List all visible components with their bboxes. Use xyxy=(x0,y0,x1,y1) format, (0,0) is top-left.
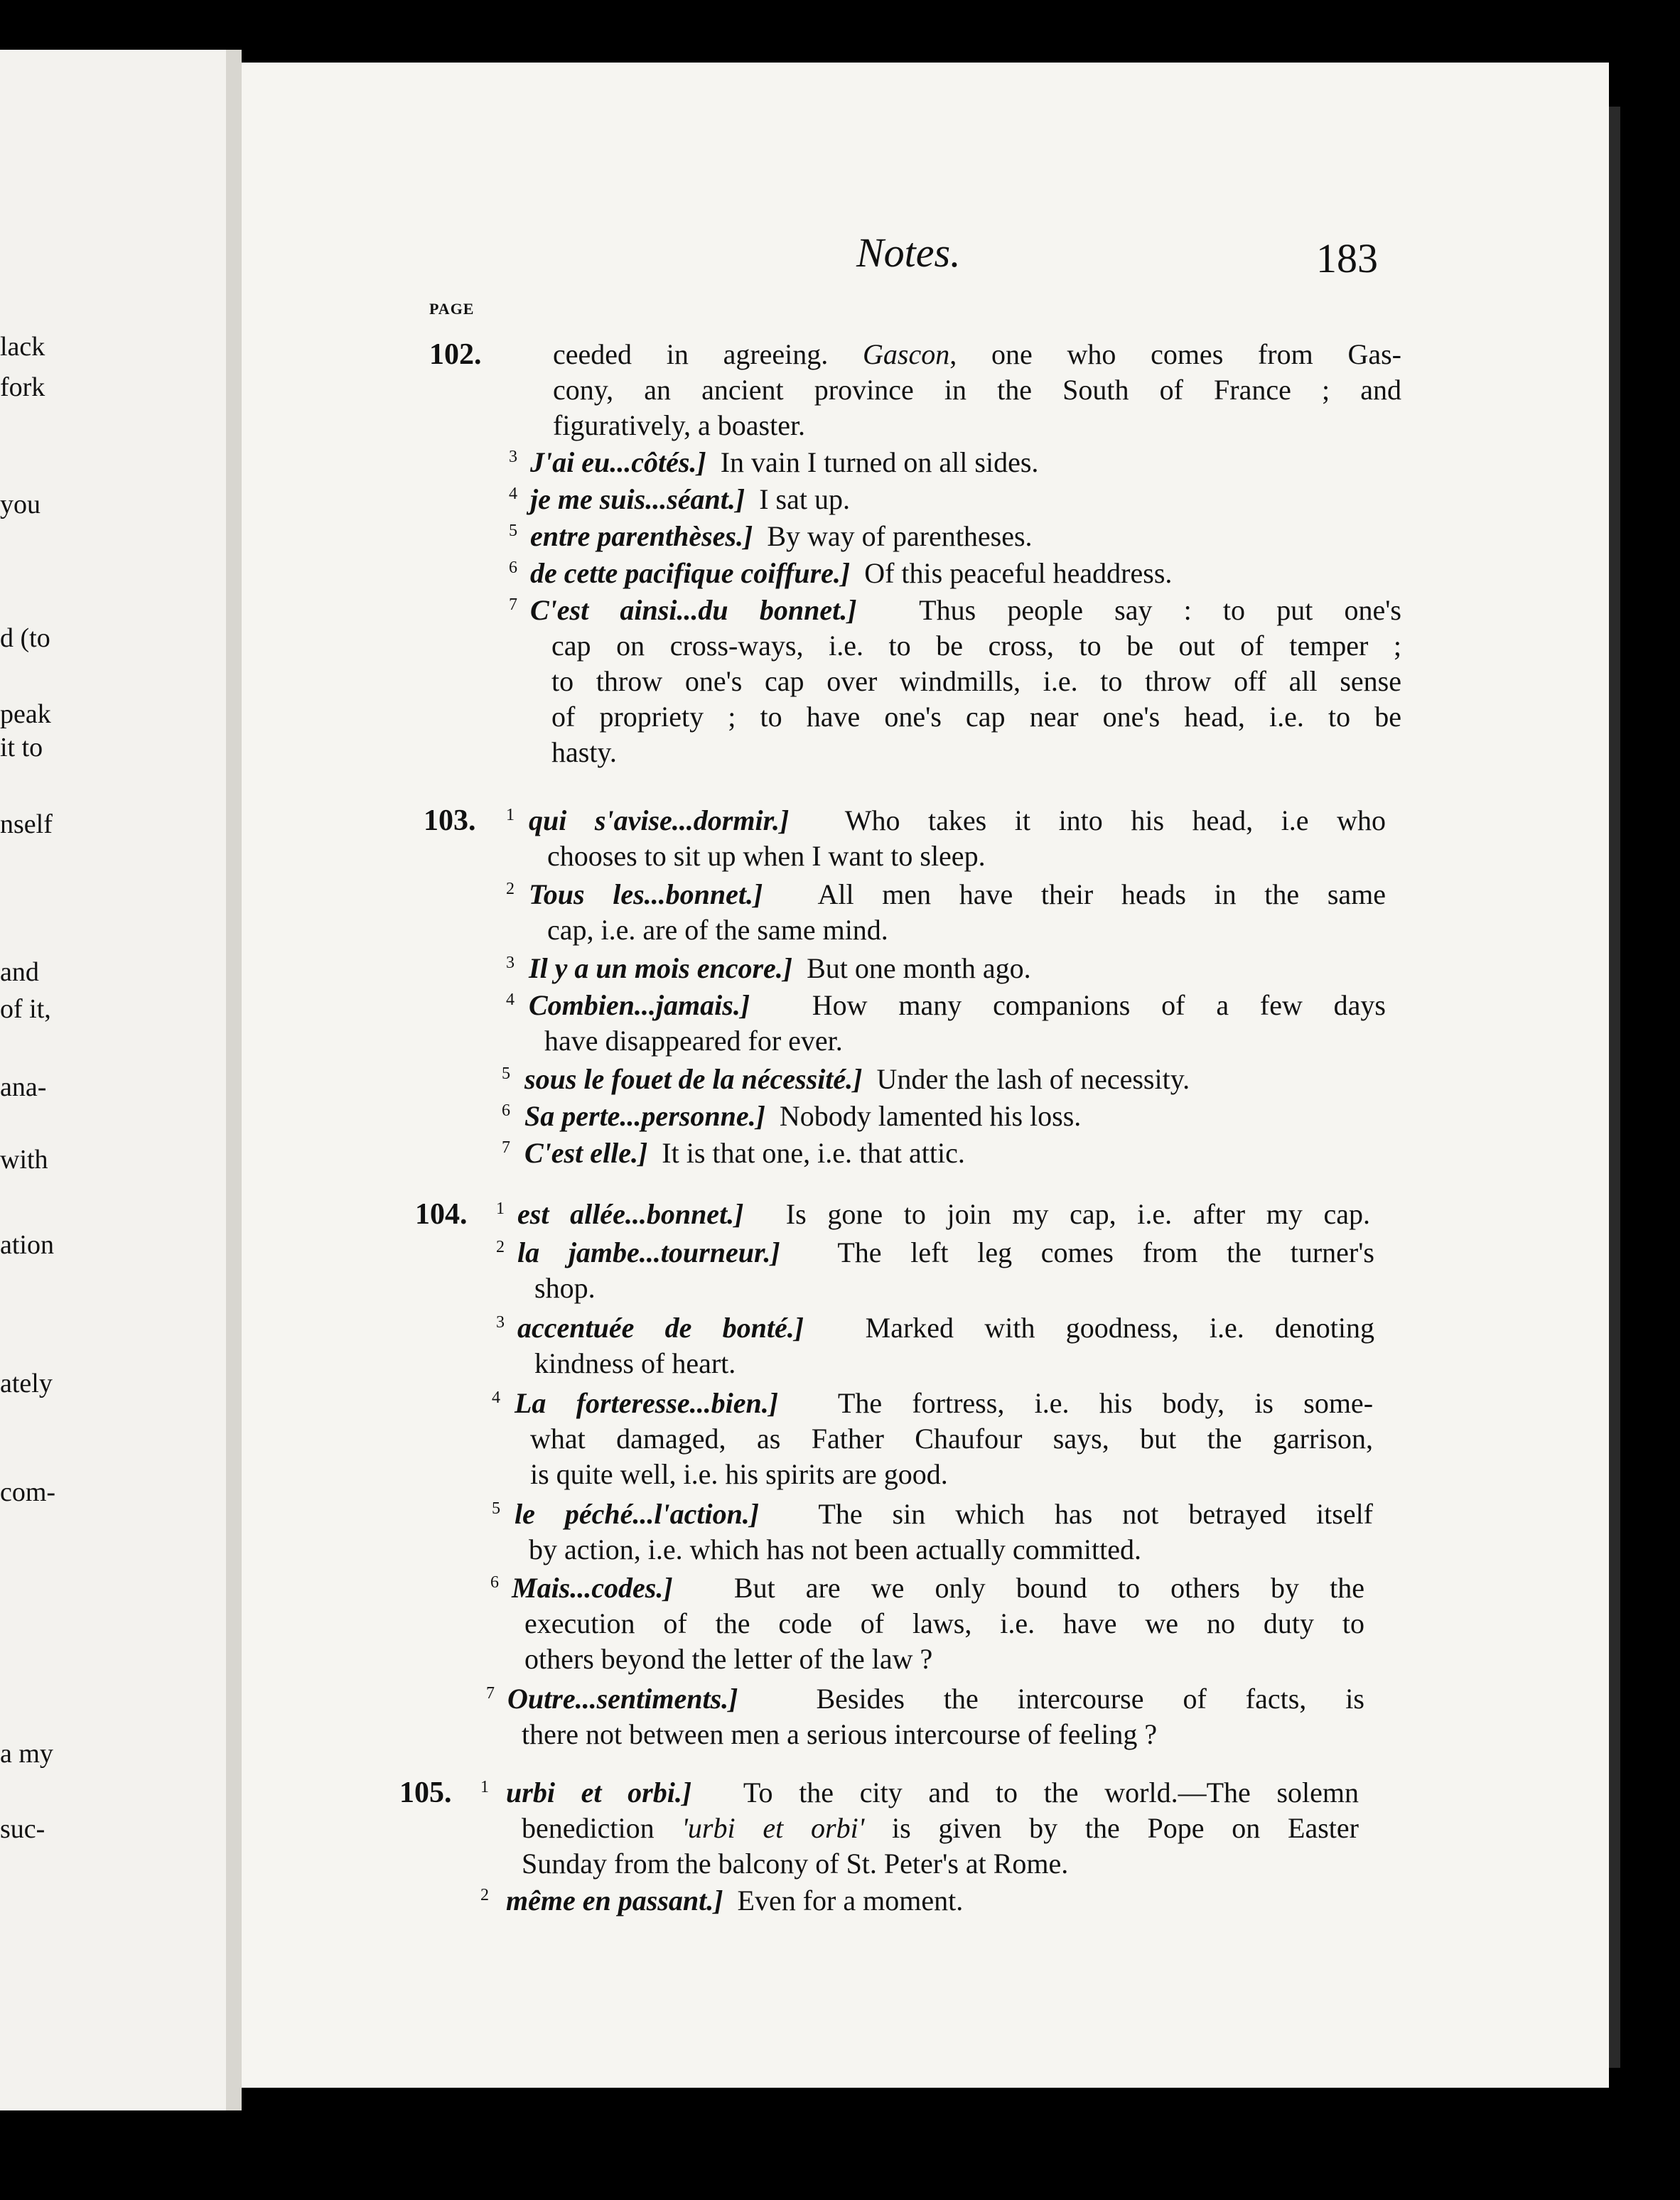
note-line: there not between men a serious intercourse of feeling ? xyxy=(522,1718,1158,1750)
facing-page-fragment: it to xyxy=(0,733,43,762)
note-line: le péché...l'action.] The sin which has not betrayed itself xyxy=(515,1498,1374,1530)
lemma: urbi et orbi.] xyxy=(506,1776,692,1808)
facing-page-fragment: com- xyxy=(0,1477,56,1507)
note-number: 5 xyxy=(502,1064,510,1083)
facing-page-fragment: a my xyxy=(0,1739,53,1769)
note-line: have disappeared for ever. xyxy=(544,1025,843,1057)
facing-page-fragment: suc- xyxy=(0,1814,45,1844)
note-number: 2 xyxy=(506,880,515,898)
facing-page-fragment: fork xyxy=(0,372,45,402)
lemma: Combien...jamais.] xyxy=(529,989,750,1021)
note-line: figuratively, a boaster. xyxy=(553,409,806,441)
facing-page-fragment: ana- xyxy=(0,1072,47,1102)
lemma: La forteresse...bien.] xyxy=(515,1387,779,1419)
note-number: 5 xyxy=(509,522,517,540)
lemma: qui s'avise...dormir.] xyxy=(529,804,790,836)
note-line: Combien...jamais.] How many companions of a few days xyxy=(529,989,1386,1021)
lemma: C'est ainsi...du bonnet.] xyxy=(530,594,857,626)
lemma: J'ai eu...côtés.] xyxy=(530,446,706,478)
facing-page-fragment: peak xyxy=(0,699,51,729)
lemma: est allée...bonnet.] xyxy=(517,1198,744,1230)
note-line: qui s'avise...dormir.] Who takes it into his head, i.e who xyxy=(529,804,1386,836)
note-number: 1 xyxy=(480,1778,489,1796)
note-number: 2 xyxy=(480,1886,489,1904)
lemma: accentuée de bonté.] xyxy=(517,1312,804,1344)
facing-page-fragment: d (to xyxy=(0,623,50,653)
lemma: Sa perte...personne.] xyxy=(524,1100,765,1132)
note-number: 1 xyxy=(496,1199,505,1218)
note-line: sous le fouet de la nécessité.] Under the lash of necessity. xyxy=(524,1063,1190,1095)
note-line: of propriety ; to have one's cap near one's head, i.e. to be xyxy=(551,701,1401,733)
note-number: 7 xyxy=(509,595,517,614)
page-number: 183 xyxy=(1316,235,1378,281)
note-line: J'ai eu...côtés.] In vain I turned on all sides. xyxy=(530,446,1039,478)
note-line: de cette pacifique coiffure.] Of this peaceful headdress. xyxy=(530,557,1173,589)
note-line: est allée...bonnet.] Is gone to join my cap, i.e. after my cap. xyxy=(517,1198,1370,1230)
note-line: C'est ainsi...du bonnet.] Thus people say : to put one's xyxy=(530,594,1402,626)
facing-page-fragment: nself xyxy=(0,809,53,839)
note-line: Sunday from the balcony of St. Peter's at Rome. xyxy=(522,1848,1069,1880)
page-edge xyxy=(1609,107,1620,2068)
note-number: 6 xyxy=(490,1573,499,1592)
note-line: chooses to sit up when I want to sleep. xyxy=(547,840,986,872)
lemma: Tous les...bonnet.] xyxy=(529,878,763,910)
lemma: le péché...l'action.] xyxy=(515,1498,760,1530)
page-column-label: PAGE xyxy=(429,300,475,318)
note-line: cony, an ancient province in the South of France ; and xyxy=(553,374,1401,406)
note-number: 4 xyxy=(509,485,517,503)
facing-page-fragment: you xyxy=(0,490,41,519)
page-reference: 103. xyxy=(424,804,476,837)
lemma: Il y a un mois encore.] xyxy=(529,952,793,984)
note-line: Outre...sentiments.] Besides the intercourse of facts, is xyxy=(507,1683,1364,1715)
note-line: accentuée de bonté.] Marked with goodness, i.e. denoting xyxy=(517,1312,1374,1344)
page-reference: 104. xyxy=(415,1198,468,1231)
note-line: urbi et orbi.] To the city and to the world.—The solemn xyxy=(506,1776,1359,1808)
note-line: execution of the code of laws, i.e. have we no duty to xyxy=(524,1607,1364,1639)
lemma: de cette pacifique coiffure.] xyxy=(530,557,851,589)
note-line: shop. xyxy=(534,1272,596,1304)
note-line: what damaged, as Father Chaufour says, but the garrison, xyxy=(530,1423,1373,1455)
note-line: même en passant.] Even for a moment. xyxy=(506,1884,964,1916)
note-number: 7 xyxy=(502,1138,510,1157)
note-line: benediction 'urbi et orbi' is given by the Pope on Easter xyxy=(522,1812,1359,1844)
lemma: la jambe...tourneur.] xyxy=(517,1236,780,1268)
page-reference: 102. xyxy=(429,338,482,371)
note-line: Tous les...bonnet.] All men have their heads in the same xyxy=(529,878,1386,910)
book-gutter xyxy=(226,50,242,2110)
note-line: by action, i.e. which has not been actually committed. xyxy=(529,1533,1141,1565)
lemma: sous le fouet de la nécessité.] xyxy=(524,1063,863,1095)
lemma: même en passant.] xyxy=(506,1884,723,1916)
note-line: cap, i.e. are of the same mind. xyxy=(547,914,888,946)
note-line: C'est elle.] It is that one, i.e. that attic. xyxy=(524,1137,965,1169)
note-line: la jambe...tourneur.] The left leg comes from the turner's xyxy=(517,1236,1374,1268)
note-line: ceeded in agreeing. Gascon, one who comes from Gas- xyxy=(553,338,1401,370)
lemma: je me suis...séant.] xyxy=(530,483,745,515)
lemma: Outre...sentiments.] xyxy=(507,1683,738,1715)
lemma: C'est elle.] xyxy=(524,1137,648,1169)
note-number: 3 xyxy=(496,1313,505,1332)
facing-page-fragment: and xyxy=(0,957,39,987)
note-number: 2 xyxy=(496,1238,505,1256)
note-number: 4 xyxy=(506,991,515,1009)
note-number: 3 xyxy=(509,448,517,466)
lemma: Mais...codes.] xyxy=(512,1572,673,1604)
note-line: hasty. xyxy=(551,736,617,768)
note-line: kindness of heart. xyxy=(534,1347,736,1379)
note-line: Mais...codes.] But are we only bound to others by the xyxy=(512,1572,1364,1604)
facing-page xyxy=(0,50,226,2110)
facing-page-fragment: ately xyxy=(0,1369,53,1398)
lemma: entre parenthèses.] xyxy=(530,520,753,552)
note-line: cap on cross-ways, i.e. to be cross, to be out of temper ; xyxy=(551,630,1401,662)
note-line: Sa perte...personne.] Nobody lamented his loss. xyxy=(524,1100,1082,1132)
page-reference: 105. xyxy=(399,1776,452,1809)
note-line: others beyond the letter of the law ? xyxy=(524,1643,933,1675)
note-number: 4 xyxy=(492,1389,500,1407)
note-number: 6 xyxy=(502,1101,510,1120)
note-line: Il y a un mois encore.] But one month ago. xyxy=(529,952,1031,984)
facing-page-fragment: lack xyxy=(0,332,45,362)
note-number: 5 xyxy=(492,1499,500,1518)
note-line: La forteresse...bien.] The fortress, i.e. his body, is some- xyxy=(515,1387,1374,1419)
facing-page-fragment: with xyxy=(0,1145,48,1175)
facing-page-fragment: of it, xyxy=(0,994,51,1024)
facing-page-fragment: ation xyxy=(0,1230,54,1260)
note-number: 6 xyxy=(509,559,517,577)
note-number: 3 xyxy=(506,954,515,972)
note-line: je me suis...séant.] I sat up. xyxy=(530,483,850,515)
note-line: to throw one's cap over windmills, i.e. to throw off all sense xyxy=(551,665,1401,697)
note-number: 7 xyxy=(486,1684,495,1703)
note-line: entre parenthèses.] By way of parentheses. xyxy=(530,520,1033,552)
note-line: is quite well, i.e. his spirits are good. xyxy=(530,1458,948,1490)
running-title: Notes. xyxy=(856,230,961,276)
note-number: 1 xyxy=(506,806,515,824)
